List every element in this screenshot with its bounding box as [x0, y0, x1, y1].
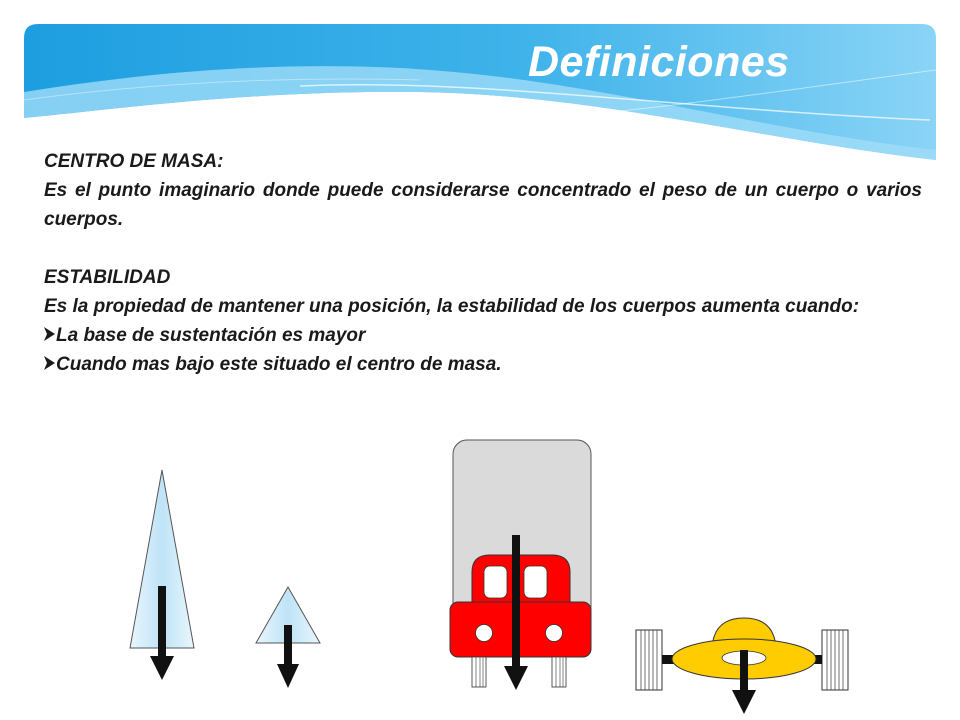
bullet-text: Cuando mas bajo este situado el centro de masa. [56, 354, 502, 375]
stability-figures [0, 430, 960, 720]
definition-estabilidad: Es la propiedad de mantener una posición, la estabilidad de los cuerpos aumenta cuando: [44, 296, 860, 317]
spacer [44, 234, 922, 263]
tall-triangle-icon [130, 470, 194, 680]
short-triangle-icon [256, 587, 320, 688]
slide-title: Definiciones [528, 38, 790, 86]
arrow-bullet-icon [44, 321, 56, 350]
low-car-front-icon [636, 618, 848, 714]
truck-front-icon [450, 440, 591, 690]
arrow-bullet-icon [44, 350, 56, 379]
content-body [44, 147, 922, 379]
bullet-item [44, 321, 922, 350]
heading-centro-de-masa: CENTRO DE MASA: [44, 151, 224, 172]
bullet-text: La base de sustentación es mayor [56, 325, 366, 346]
heading-estabilidad: ESTABILIDAD [44, 267, 171, 288]
definition-centro-de-masa: Es el punto imaginario donde puede considerarse concentrado el peso de un cuerpo o varios cuerpos. [44, 180, 922, 230]
bullet-item [44, 350, 922, 379]
